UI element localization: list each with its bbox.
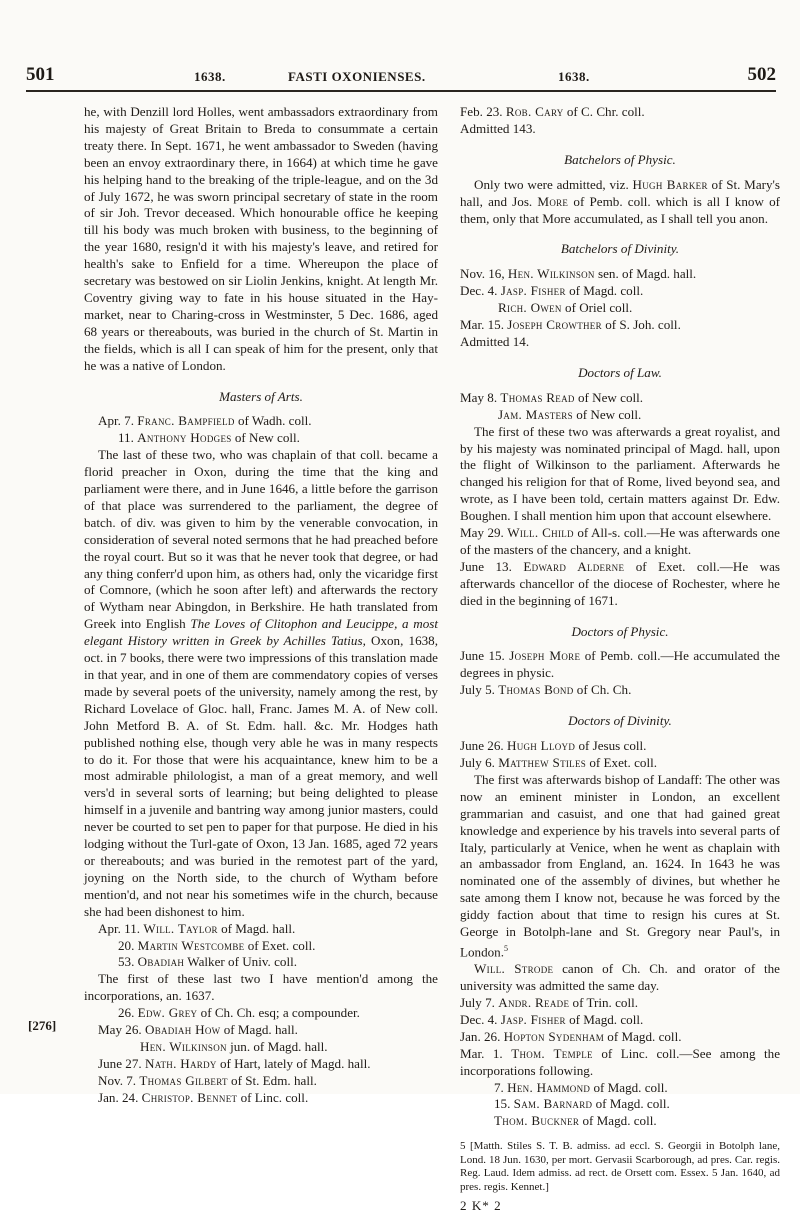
entry: Rich. Owen of Oriel coll.: [498, 300, 633, 316]
doctors-divinity-heading: Doctors of Divinity.: [568, 713, 672, 729]
entry: Mar. 1. Thom. Temple of Linc. coll.—See among the incorporations following.: [460, 1045, 781, 1078]
page-number-right: 502: [747, 64, 776, 85]
margin-page-number: [276]: [28, 1018, 57, 1033]
entry: Mar. 15. Joseph Crowther of S. Joh. coll.: [460, 317, 681, 333]
entry: June 13. Edward Alderne of Exet. coll.—He was afterwards chancellor of the diocese of Rochester, where he died in the beginning of 1671.: [460, 558, 780, 608]
batchelors-physic-heading: Batchelors of Physic.: [564, 151, 676, 167]
entry: May 26. Obadiah How of Magd. hall.: [98, 1022, 298, 1038]
entry: July 5. Thomas Bond of Ch. Ch.: [460, 682, 632, 698]
entry: Feb. 23. Rob. Cary of C. Chr. coll.: [460, 104, 645, 119]
entry: 20. Martin Westcombe of Exet. coll.: [118, 937, 316, 953]
running-header: [26, 64, 776, 92]
entry: May 29. Will. Child of All-s. coll.—He was afterwards one of the masters of the chancery, and a knight.: [460, 525, 780, 557]
masters-heading: Masters of Arts.: [219, 388, 303, 404]
entry: 26. Edw. Grey of Ch. Ch. esq; a compounder.: [118, 1005, 360, 1021]
entry: June 15. Joseph More of Pemb. coll.—He accumulated the degrees in physic.: [460, 648, 780, 681]
entry: 15. Sam. Barnard of Magd. coll.: [494, 1096, 670, 1112]
year-left: 1638.: [194, 69, 226, 84]
doctors-physic-heading: Doctors of Physic.: [571, 623, 669, 639]
strode-entry: Will. Strode canon of Ch. Ch. and orator of the university was admitted the same day.: [460, 961, 780, 994]
intro-paragraph: he, with Denzill lord Holles, went ambassadors extraordinary from his majesty of Great Britain to Breda to consummate a certain treaty there. In Sept. 1671, he went ambassador to Sweden (having been an envoy extraordinary there, in 1664) at which time he gave his helping hand to the breaking of the triple-league, and on the 3d of July 1672, he was sworn principal secretary of state in the room of sir Joh. Trevor deceased. Which honourable office he keeping till his body was much broken with business, to the beginning of the year 1680, resign'd it with his majesty's leave, and retired for health's sake to Enfield for a time. Whereupon the place of secretary was bestowed on sir Liolin Jenkins, knight. At length Mr. Coventry giving way to fate in his house situated in the Hay-market, near to Charing-cross in Westminster, 5 Dec. 1686, aged 68 years or thereabouts, was buried in the church of St. Martin in the fields, which is all I can speak of him for the present, only that he was a native of London.: [84, 104, 438, 373]
doctors-law-heading: Doctors of Law.: [578, 364, 662, 380]
entry: June 26. Hugh Lloyd of Jesus coll.: [460, 738, 647, 754]
entry: 53. Obadiah Walker of Univ. coll.: [118, 954, 297, 970]
entry: May 8. Thomas Read of New coll.: [460, 389, 644, 405]
law-note: The first of these two was afterwards a great royalist, and by his majesty was nominated principal of Magd. hall, upon the flight of Wilkinson to the parliament. Afterwards he changed his religion for that of Rome, lived beyond sea, and wrote, as I have been told, certain matters against Dr. Edw. Boughen. I shall mention him upon that account elsewhere.: [460, 423, 780, 524]
entry: Dec. 4. Jasp. Fisher of Magd. coll.: [460, 283, 644, 299]
entry: Nov. 16, Hen. Wilkinson sen. of Magd. hall.: [460, 266, 697, 282]
year-right: 1638.: [558, 69, 590, 84]
page-number-left: 501: [26, 64, 55, 85]
divinity-note: The first was afterwards bishop of Landaff: The other was now an eminent minister in London, an excellent grammarian and casuist, and one that had gained great knowledge and experience by his travels into several parts of Italy, particularly at Venice, when he went as chaplain with an ambassador from England, an. 1624. In 1643 he was nominated one of the assembly of divines, but whether he sate among them I know not, because he was forced by the giddy faction about that time to resign his cures at St. George in Botolph-lane and St. Gregory near Paul's, in London.$^5$: [460, 771, 780, 960]
entry: Apr. 7. Franc. Bampfield of Wadh. coll.: [98, 413, 312, 429]
running-title: FASTI OXONIENSES.: [288, 69, 426, 84]
entry: Dec. 4. Jasp. Fisher of Magd. coll.: [460, 1011, 644, 1027]
hodges-biography: The last of these two, who was chaplain of that coll. became a florid preacher in Oxon, during the time that the king and parliament were there, and in June 1646, a little before the garrison of that place was surrendered to the parliament, the degree of batch. of div. was given to him by the venerable convocation, in consideration of several noted sermons that he had preached before the royal court. But so it was that he never took that degree, or had any thing conferr'd upon him, as others had, only the vicaridge first of Comnore, (which he soon after left) and afterwards the rectory of Wytham near Abingdon, in Berkshire. He hath translated from Greek into English The Loves of Clitophon and Leucippe, a most elegant History written in Greek by Achilles Tatius, Oxon, 1638, oct. in 7 books, there were two impressions of this translation made in that year, and in one of them are commendatory copies of verses made by several poets of the university, namely among the rest, by Richard Lovelace of Gloc. hall, Franc. James M. A. of New coll. John Metford B. A. of St. Edm. hall. &c. Mr. Hodges hath published nothing else, though very able he was in many respects to do it. For those that were his acquaintance, knew him to be a most admirable philologist, a man of a great memory, and well vers'd in several sorts of learning; but being delighted to please himself in a juvenile and bantring way among junior masters, could never be courted to set pen to paper for that purpose. He died in his lodging without the Turl-gate of Oxon, 13 Jan. 1685, aged 72 years or thereabouts; and was buried in the remotest part of the yard, joyning on the North side, to the church of Wytham before mention'd, and not near his sometimes wife in the church, because she had been dishonest to him.: [84, 447, 438, 919]
admitted-count: Admitted 143.: [460, 120, 536, 136]
batchelors-divinity-heading: Batchelors of Divinity.: [560, 241, 680, 257]
entry: Thom. Buckner of Magd. coll.: [494, 1113, 657, 1129]
incorporation-note: The first of these last two I have mention'd among the incorporations, an. 1637.: [84, 971, 438, 1004]
entry: July 6. Matthew Stiles of Exet. coll.: [460, 755, 658, 770]
entry: Nov. 7. Thomas Gilbert of St. Edm. hall.: [98, 1072, 317, 1088]
entry: 7. Hen. Hammond of Magd. coll.: [494, 1079, 668, 1095]
admitted-count: Admitted 14.: [460, 333, 530, 349]
entry: June 27. Nath. Hardy of Hart, lately of Magd. hall.: [98, 1055, 371, 1071]
right-column: [460, 104, 780, 1215]
entry: Jan. 24. Christop. Bennet of Linc. coll.: [98, 1089, 309, 1105]
entry: Hen. Wilkinson jun. of Magd. hall.: [140, 1038, 328, 1054]
physic-paragraph: Only two were admitted, viz. Hugh Barker of St. Mary's hall, and Jos. More of Pemb. coll. which is all I know of them, only that More accumulated, as I shall tell you anon.: [460, 176, 780, 226]
entry: 11. Anthony Hodges of New coll.: [118, 430, 300, 446]
entry: July 7. Andr. Reade of Trin. coll.: [460, 995, 639, 1011]
footnote: 5 [Matth. Stiles S. T. B. admiss. ad eccl. S. Georgii in Botolph lane, Lond. 18 Jun. 1630, per mort. Gervasii Scarborough, ad pres. Car. regis. Reg. Laud. Idem admiss. ad rect. de Orsett com. Essex. 5 Jan. 1640, ad pres. regis. Kennet.]: [460, 1140, 780, 1193]
entry: Jam. Masters of New coll.: [498, 406, 642, 422]
entry: Apr. 11. Will. Taylor of Magd. hall.: [98, 920, 296, 936]
signature-mark: 2 K* 2: [460, 1198, 502, 1214]
left-column: [84, 104, 438, 1107]
entry: Jan. 26. Hopton Sydenham of Magd. coll.: [460, 1028, 682, 1044]
